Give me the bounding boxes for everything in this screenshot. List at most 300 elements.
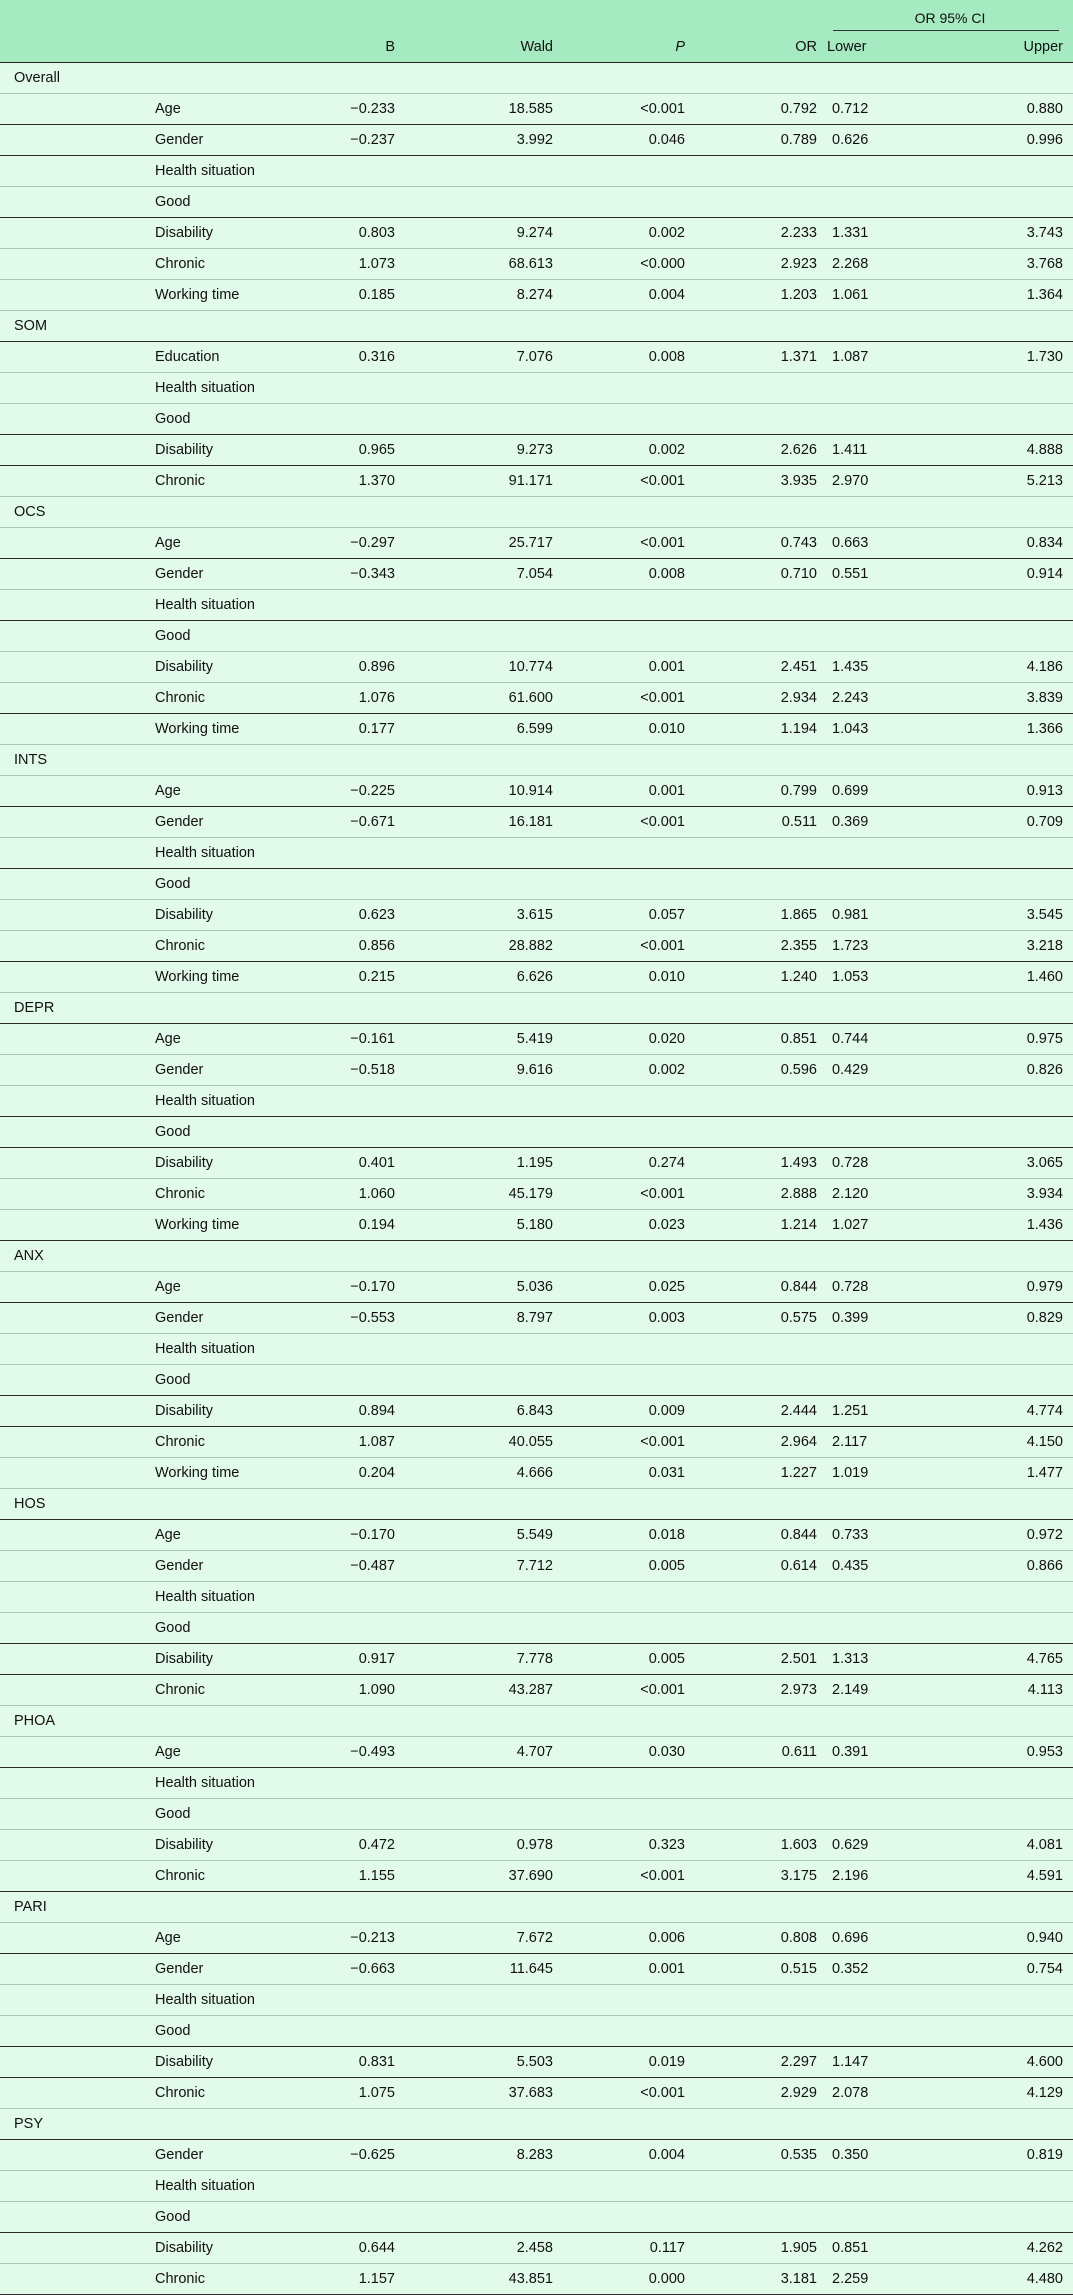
cell-variable: Chronic — [145, 683, 285, 714]
cell-lower: 2.117 — [827, 1427, 942, 1458]
cell-p — [563, 156, 695, 187]
table-row — [0, 2047, 1073, 2078]
table-row — [0, 1706, 1073, 1737]
cell-p: <0.001 — [563, 466, 695, 497]
cell-group — [0, 2171, 145, 2202]
cell-upper — [942, 1086, 1073, 1117]
cell-b: 0.401 — [285, 1148, 405, 1179]
cell-group — [0, 2233, 145, 2264]
table-row — [0, 1520, 1073, 1551]
cell-group — [0, 2016, 145, 2047]
cell-or — [695, 1985, 827, 2016]
cell-group — [0, 404, 145, 435]
cell-or: 2.233 — [695, 218, 827, 249]
cell-or: 0.596 — [695, 1055, 827, 1086]
cell-group — [0, 838, 145, 869]
cell-p: 0.030 — [563, 1737, 695, 1768]
table-row — [0, 2109, 1073, 2140]
cell-lower: 0.696 — [827, 1923, 942, 1954]
cell-b: −0.487 — [285, 1551, 405, 1582]
cell-p — [563, 869, 695, 900]
cell-variable — [145, 311, 285, 342]
cell-lower: 1.053 — [827, 962, 942, 993]
cell-p: 0.004 — [563, 2140, 695, 2171]
table-row — [0, 993, 1073, 1024]
cell-group — [0, 249, 145, 280]
cell-or: 0.844 — [695, 1272, 827, 1303]
cell-p: 0.005 — [563, 1644, 695, 1675]
cell-lower: 2.259 — [827, 2264, 942, 2295]
cell-lower: 1.411 — [827, 435, 942, 466]
cell-or — [695, 156, 827, 187]
table-row — [0, 156, 1073, 187]
table-row — [0, 1582, 1073, 1613]
cell-variable: Gender — [145, 807, 285, 838]
cell-b: 0.316 — [285, 342, 405, 373]
cell-p — [563, 1768, 695, 1799]
table-row — [0, 838, 1073, 869]
cell-b — [285, 1706, 405, 1737]
cell-p — [563, 2016, 695, 2047]
cell-or — [695, 497, 827, 528]
cell-b — [285, 373, 405, 404]
cell-group: PARI — [0, 1892, 145, 1923]
cell-group — [0, 156, 145, 187]
cell-lower — [827, 2202, 942, 2233]
cell-group — [0, 1396, 145, 1427]
cell-or: 2.934 — [695, 683, 827, 714]
table-row — [0, 1210, 1073, 1241]
cell-wald: 4.666 — [405, 1458, 563, 1489]
cell-or — [695, 1582, 827, 1613]
cell-upper — [942, 1768, 1073, 1799]
cell-p: 0.031 — [563, 1458, 695, 1489]
cell-upper — [942, 745, 1073, 776]
cell-variable: Disability — [145, 1830, 285, 1861]
cell-wald: 9.273 — [405, 435, 563, 466]
table-row — [0, 528, 1073, 559]
cell-or — [695, 1086, 827, 1117]
cell-or: 0.515 — [695, 1954, 827, 1985]
cell-b: 0.215 — [285, 962, 405, 993]
cell-or: 3.175 — [695, 1861, 827, 1892]
cell-group — [0, 1055, 145, 1086]
cell-wald — [405, 187, 563, 218]
cell-variable: Age — [145, 528, 285, 559]
cell-group: HOS — [0, 1489, 145, 1520]
cell-p: 0.001 — [563, 652, 695, 683]
cell-group — [0, 2140, 145, 2171]
cell-upper — [942, 1117, 1073, 1148]
cell-wald: 6.599 — [405, 714, 563, 745]
cell-wald — [405, 869, 563, 900]
cell-variable: Health situation — [145, 1985, 285, 2016]
cell-upper — [942, 1241, 1073, 1272]
cell-wald: 10.774 — [405, 652, 563, 683]
cell-or: 2.964 — [695, 1427, 827, 1458]
cell-lower — [827, 590, 942, 621]
cell-lower: 0.350 — [827, 2140, 942, 2171]
cell-or: 1.603 — [695, 1830, 827, 1861]
table-row — [0, 218, 1073, 249]
cell-upper: 0.975 — [942, 1024, 1073, 1055]
cell-b: 0.856 — [285, 931, 405, 962]
cell-wald: 61.600 — [405, 683, 563, 714]
cell-lower: 1.147 — [827, 2047, 942, 2078]
cell-lower: 0.629 — [827, 1830, 942, 1861]
table-row — [0, 776, 1073, 807]
cell-upper: 0.914 — [942, 559, 1073, 590]
header-row — [0, 31, 1073, 63]
cell-b: −0.663 — [285, 1954, 405, 1985]
cell-variable — [145, 745, 285, 776]
cell-variable: Chronic — [145, 1675, 285, 1706]
table-row — [0, 1241, 1073, 1272]
cell-lower — [827, 1489, 942, 1520]
cell-or — [695, 404, 827, 435]
cell-group — [0, 1334, 145, 1365]
cell-p: 0.018 — [563, 1520, 695, 1551]
cell-wald: 3.992 — [405, 125, 563, 156]
cell-p — [563, 993, 695, 1024]
cell-b: 1.157 — [285, 2264, 405, 2295]
cell-wald: 16.181 — [405, 807, 563, 838]
cell-p: <0.001 — [563, 1427, 695, 1458]
cell-or: 1.227 — [695, 1458, 827, 1489]
cell-p: 0.046 — [563, 125, 695, 156]
cell-upper — [942, 590, 1073, 621]
cell-or — [695, 1799, 827, 1830]
cell-lower: 1.723 — [827, 931, 942, 962]
cell-wald — [405, 1892, 563, 1923]
cell-variable — [145, 1892, 285, 1923]
cell-upper — [942, 1489, 1073, 1520]
cell-variable: Health situation — [145, 1334, 285, 1365]
cell-lower: 1.313 — [827, 1644, 942, 1675]
cell-p: <0.001 — [563, 1861, 695, 1892]
cell-upper: 4.129 — [942, 2078, 1073, 2109]
cell-b — [285, 2016, 405, 2047]
cell-or: 0.535 — [695, 2140, 827, 2171]
cell-group: OCS — [0, 497, 145, 528]
table-row — [0, 1117, 1073, 1148]
cell-or — [695, 1613, 827, 1644]
cell-or: 0.844 — [695, 1520, 827, 1551]
cell-b: −0.343 — [285, 559, 405, 590]
cell-wald: 0.978 — [405, 1830, 563, 1861]
cell-wald: 5.503 — [405, 2047, 563, 2078]
table-row — [0, 1768, 1073, 1799]
cell-wald: 7.778 — [405, 1644, 563, 1675]
cell-group — [0, 218, 145, 249]
cell-group — [0, 1179, 145, 1210]
cell-wald — [405, 838, 563, 869]
cell-upper: 0.972 — [942, 1520, 1073, 1551]
cell-variable: Gender — [145, 125, 285, 156]
table-row — [0, 807, 1073, 838]
cell-b — [285, 1117, 405, 1148]
cell-variable: Disability — [145, 900, 285, 931]
cell-lower: 0.399 — [827, 1303, 942, 1334]
cell-upper — [942, 2171, 1073, 2202]
cell-variable: Working time — [145, 1458, 285, 1489]
cell-upper — [942, 187, 1073, 218]
cell-lower: 2.078 — [827, 2078, 942, 2109]
cell-or — [695, 590, 827, 621]
cell-group — [0, 2264, 145, 2295]
cell-or: 1.203 — [695, 280, 827, 311]
cell-group: DEPR — [0, 993, 145, 1024]
cell-variable: Age — [145, 776, 285, 807]
cell-upper: 0.754 — [942, 1954, 1073, 1985]
cell-wald — [405, 311, 563, 342]
cell-group — [0, 1086, 145, 1117]
cell-variable: Gender — [145, 1551, 285, 1582]
cell-wald: 2.458 — [405, 2233, 563, 2264]
cell-b: 1.087 — [285, 1427, 405, 1458]
cell-upper: 4.081 — [942, 1830, 1073, 1861]
cell-variable: Health situation — [145, 2171, 285, 2202]
cell-wald: 6.626 — [405, 962, 563, 993]
table-row — [0, 94, 1073, 125]
cell-wald: 5.180 — [405, 1210, 563, 1241]
table-row — [0, 900, 1073, 931]
header-or: OR — [695, 31, 827, 63]
cell-group — [0, 1675, 145, 1706]
table-row — [0, 1148, 1073, 1179]
cell-b — [285, 1799, 405, 1830]
cell-variable: Disability — [145, 2047, 285, 2078]
table-row — [0, 1861, 1073, 1892]
cell-variable: Good — [145, 1799, 285, 1830]
cell-wald — [405, 63, 563, 94]
cell-p — [563, 1117, 695, 1148]
cell-b: 0.644 — [285, 2233, 405, 2264]
cell-b: −0.671 — [285, 807, 405, 838]
cell-upper — [942, 1799, 1073, 1830]
cell-or — [695, 1241, 827, 1272]
cell-variable — [145, 993, 285, 1024]
cell-variable: Health situation — [145, 1768, 285, 1799]
cell-wald — [405, 2016, 563, 2047]
cell-p — [563, 187, 695, 218]
header-p: P — [563, 31, 695, 63]
cell-lower — [827, 1768, 942, 1799]
cell-or — [695, 838, 827, 869]
cell-variable: Good — [145, 1365, 285, 1396]
table-row — [0, 1179, 1073, 1210]
cell-b — [285, 156, 405, 187]
cell-p: <0.001 — [563, 528, 695, 559]
cell-b: 1.370 — [285, 466, 405, 497]
cell-p — [563, 1799, 695, 1830]
cell-wald — [405, 1489, 563, 1520]
cell-group — [0, 1644, 145, 1675]
cell-or — [695, 1892, 827, 1923]
cell-or: 1.493 — [695, 1148, 827, 1179]
cell-b — [285, 745, 405, 776]
cell-lower — [827, 1582, 942, 1613]
cell-p — [563, 2171, 695, 2202]
cell-b: 0.472 — [285, 1830, 405, 1861]
cell-upper — [942, 1334, 1073, 1365]
header-upper: Upper — [942, 31, 1073, 63]
cell-p: <0.001 — [563, 1179, 695, 1210]
cell-wald: 10.914 — [405, 776, 563, 807]
cell-variable: Age — [145, 1737, 285, 1768]
cell-p — [563, 1892, 695, 1923]
cell-b: −0.170 — [285, 1520, 405, 1551]
cell-upper: 4.765 — [942, 1644, 1073, 1675]
cell-lower: 0.733 — [827, 1520, 942, 1551]
cell-lower — [827, 1086, 942, 1117]
cell-or: 0.808 — [695, 1923, 827, 1954]
cell-p — [563, 311, 695, 342]
cell-group: PHOA — [0, 1706, 145, 1737]
header-b: B — [285, 31, 405, 63]
cell-upper: 1.477 — [942, 1458, 1073, 1489]
cell-variable: Disability — [145, 652, 285, 683]
cell-upper: 0.913 — [942, 776, 1073, 807]
cell-b: 0.623 — [285, 900, 405, 931]
cell-p — [563, 2202, 695, 2233]
table-row — [0, 404, 1073, 435]
cell-upper: 4.480 — [942, 2264, 1073, 2295]
cell-lower — [827, 2171, 942, 2202]
table-row — [0, 745, 1073, 776]
cell-upper — [942, 1892, 1073, 1923]
cell-wald — [405, 621, 563, 652]
table-row — [0, 559, 1073, 590]
cell-or: 1.905 — [695, 2233, 827, 2264]
cell-upper: 3.545 — [942, 900, 1073, 931]
cell-lower — [827, 63, 942, 94]
cell-p — [563, 745, 695, 776]
cell-variable: Good — [145, 2016, 285, 2047]
cell-b — [285, 1365, 405, 1396]
cell-wald — [405, 2109, 563, 2140]
table-row — [0, 1055, 1073, 1086]
cell-group: ANX — [0, 1241, 145, 1272]
cell-or: 1.194 — [695, 714, 827, 745]
cell-wald: 28.882 — [405, 931, 563, 962]
cell-lower: 0.352 — [827, 1954, 942, 1985]
cell-b — [285, 1768, 405, 1799]
cell-upper: 1.364 — [942, 280, 1073, 311]
cell-b — [285, 1582, 405, 1613]
cell-p: 0.010 — [563, 714, 695, 745]
cell-wald — [405, 1241, 563, 1272]
cell-variable: Good — [145, 187, 285, 218]
cell-or — [695, 311, 827, 342]
cell-variable: Health situation — [145, 1582, 285, 1613]
cell-upper: 4.150 — [942, 1427, 1073, 1458]
table-row — [0, 1923, 1073, 1954]
cell-b: 1.155 — [285, 1861, 405, 1892]
cell-or: 0.611 — [695, 1737, 827, 1768]
cell-lower: 0.728 — [827, 1148, 942, 1179]
cell-or — [695, 2016, 827, 2047]
table-row — [0, 1024, 1073, 1055]
cell-b — [285, 2202, 405, 2233]
cell-upper: 1.460 — [942, 962, 1073, 993]
header-row-group — [0, 0, 1073, 31]
cell-upper — [942, 404, 1073, 435]
cell-upper — [942, 993, 1073, 1024]
cell-wald — [405, 1613, 563, 1644]
cell-p: 0.001 — [563, 1954, 695, 1985]
table-row — [0, 342, 1073, 373]
cell-lower — [827, 2016, 942, 2047]
cell-variable: Gender — [145, 1055, 285, 1086]
cell-lower: 0.744 — [827, 1024, 942, 1055]
cell-group — [0, 559, 145, 590]
cell-or: 0.614 — [695, 1551, 827, 1582]
cell-b: 1.076 — [285, 683, 405, 714]
cell-variable: Health situation — [145, 838, 285, 869]
cell-group — [0, 280, 145, 311]
cell-variable — [145, 1706, 285, 1737]
cell-wald: 43.851 — [405, 2264, 563, 2295]
cell-wald: 8.797 — [405, 1303, 563, 1334]
table-row — [0, 590, 1073, 621]
cell-group — [0, 373, 145, 404]
cell-variable: Disability — [145, 218, 285, 249]
cell-lower: 0.728 — [827, 1272, 942, 1303]
cell-variable: Age — [145, 1024, 285, 1055]
cell-or: 2.888 — [695, 1179, 827, 1210]
cell-group — [0, 652, 145, 683]
table-row — [0, 187, 1073, 218]
cell-variable: Disability — [145, 2233, 285, 2264]
cell-variable — [145, 63, 285, 94]
table-row — [0, 1675, 1073, 1706]
cell-wald: 37.683 — [405, 2078, 563, 2109]
cell-variable: Disability — [145, 1148, 285, 1179]
cell-group — [0, 714, 145, 745]
cell-upper: 1.730 — [942, 342, 1073, 373]
cell-upper: 3.934 — [942, 1179, 1073, 1210]
cell-or — [695, 2202, 827, 2233]
cell-p: 0.002 — [563, 435, 695, 466]
cell-variable: Chronic — [145, 931, 285, 962]
cell-or — [695, 1365, 827, 1396]
cell-p: 0.006 — [563, 1923, 695, 1954]
table-row — [0, 1551, 1073, 1582]
cell-p: 0.020 — [563, 1024, 695, 1055]
cell-upper — [942, 1613, 1073, 1644]
cell-or — [695, 63, 827, 94]
cell-or — [695, 187, 827, 218]
cell-variable: Gender — [145, 1954, 285, 1985]
cell-p: 0.000 — [563, 2264, 695, 2295]
table-row — [0, 1396, 1073, 1427]
cell-b: −0.625 — [285, 2140, 405, 2171]
cell-or: 0.799 — [695, 776, 827, 807]
cell-b — [285, 2109, 405, 2140]
table-row — [0, 1644, 1073, 1675]
cell-or: 3.181 — [695, 2264, 827, 2295]
cell-upper: 4.262 — [942, 2233, 1073, 2264]
cell-b — [285, 993, 405, 1024]
table-row — [0, 435, 1073, 466]
cell-variable: Chronic — [145, 2078, 285, 2109]
cell-group: Overall — [0, 63, 145, 94]
cell-p: <0.001 — [563, 807, 695, 838]
cell-wald — [405, 1086, 563, 1117]
cell-group: PSY — [0, 2109, 145, 2140]
cell-wald — [405, 993, 563, 1024]
